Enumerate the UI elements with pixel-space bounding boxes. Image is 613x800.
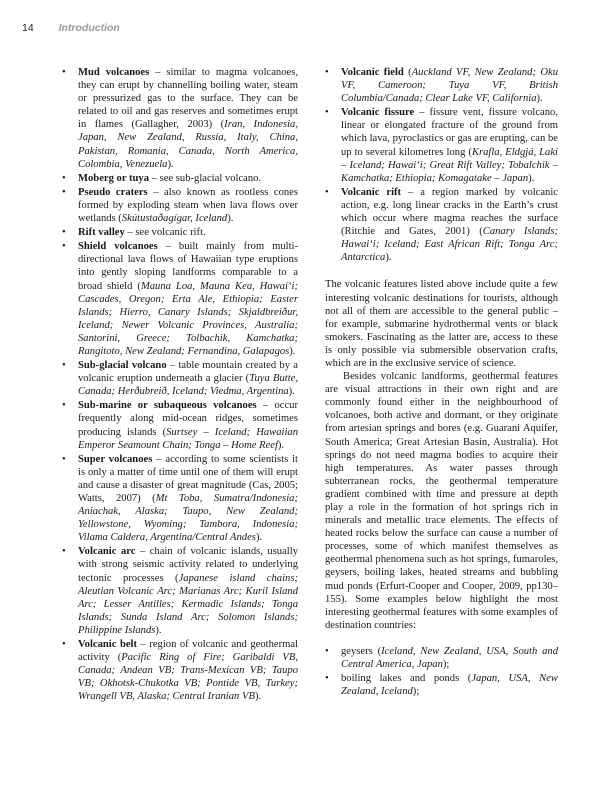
term: Volcanic fissure <box>341 107 415 119</box>
list-item: • Rift valley – see volcanic rift. <box>62 227 206 239</box>
list-item: • Shield volcanoes – built mainly from multi-directional lava flows of Hawaiian type eruptions into gently sloping landforms comparable to a broad shield (Mauna Loa, Mauna Kea, Hawai‘i; Cascades, Oregon; Erta Ale, Ethiopia; Easter Islands; Hierro, Canary Islands; Skjaldbreiður, Iceland; Newer Volcanic Provinces, Australia; Santorini, Greece; Tolbachik, Kamchatka; Rangitoto, New Zealand; Fernandina, Galapagos). <box>62 241 299 357</box>
volcano-type-list-continued <box>325 66 558 264</box>
bullet-icon: • <box>62 400 66 412</box>
term: Shield volcanoes <box>78 241 158 253</box>
term: boiling lakes and ponds <box>341 673 460 685</box>
spacer <box>325 632 558 645</box>
term: Volcanic rift <box>341 186 402 198</box>
examples: Japanese island chains; Aleutian Volcanic Arc; Marianas Arc; Kuril Island Arc; Lesser Antilles; Kermadic Islands; Tonga Islands; Sunda Island Arc; Solomon Islands; Philippine Islands <box>78 572 298 636</box>
examples: Pacific Ring of Fire; Garibaldi VB, Canada; Andean VB; Trans-Mexican VB; Taupo VB; Okhotsk-Chukotka VB; Pontide VB, Turkey; Wrangell VB, Alaska; Central Iranian VB <box>78 652 298 703</box>
examples: Mauna Loa, Mauna Kea, Hawai‘i; Cascades, Oregon; Erta Ale, Ethiopia; Easter Islands; Hierro, Canary Islands; Skjaldbreiður, Iceland; Newer Volcanic Provinces, Australia; Santorini, Greece; Tolbachik, Kamchatka; Rangitoto, New Zealand; Fernandina, Galapagos <box>78 280 298 357</box>
examples: Skútustaðagígar, Iceland <box>121 213 228 225</box>
list-item: • geysers (Iceland, New Zealand, USA, South and Central America, Japan); <box>325 645 558 671</box>
term: Pseudo craters <box>78 186 148 198</box>
list-item: • Volcanic fissure – fissure vent, fissure volcano, linear or elongated fracture of the ground from which lava, pyroclastics or gas are erupting, can be up to several kilometres long (Krafla, Eldgjá, Laki – Iceland; Hawai‘i; Great Rift Valley; Tobalchik – Kamchatka; Ethiopia; Komagatake – Japan). <box>325 107 558 184</box>
examples: Japan, USA, New Zealand, Iceland <box>341 673 558 698</box>
paragraph: The volcanic features listed above include quite a few interesting volcanic destinations for tourists, although not all of them are accessible to the general public – for example, submarine hydrothermal vents or black smokers. Fascinating as the latter are, access to these is only possible via submersible observation crafts, which are in the exclusive service of science. <box>325 279 558 369</box>
term: Mud volcanoes <box>78 67 150 78</box>
volcano-type-list <box>62 66 298 704</box>
examples: Surtsey – Iceland; Hawaiian Emperor Seamount Chain; Tonga – Home Reef <box>78 426 298 451</box>
examples: Mt Toba, Sumatra/Indonesia; Aniachak, Alaska; Taupo, New Zealand; Yellowstone, Wyoming; Tambora, Indonesia; Vilama Caldera, Argentina/Central Andes <box>78 493 298 544</box>
list-item: • Sub-glacial volcano – table mountain created by a volcanic eruption underneath a glacier (Tuya Butte, Canada; Herðubreið, Iceland; Viedma, Argentina). <box>62 360 298 398</box>
bullet-icon: • <box>325 107 329 119</box>
paragraph: Besides volcanic landforms, geothermal features are visual attractions in their own right and are commonly found either in the neighbourhood of volcanoes, both active and dormant, or they originate from artesian springs and bores (e.g. Guarani Aquifer, South America; Great Artesian Basin, Australia). Hot springs do not need magma bodies to acquire their high temperatures. As water passes through subterranean rocks, the geothermal temperature gradient combined with time and pressure at depth play a role in the formation of hot springs rich in minerals and metallic trace elements. The effects of heated rocks below the surface can cause a number of processes, some of which manifest themselves as geothermal phenomena such as hot springs, fumaroles, geysers, boiling lakes, heated streams and bubbling mud ponds (Erfurt-Cooper and Cooper, 2009, pp130–155). Some examples below highlight the most interesting geothermal features with some examples of destination countries: <box>325 371 558 631</box>
term: Sub-marine or subaqueous volcanoes <box>78 400 257 412</box>
list-item: • Moberg or tuya – see sub-glacial volcano. <box>62 172 262 184</box>
bullet-icon: • <box>62 227 66 239</box>
bullet-icon: • <box>62 172 66 184</box>
bullet-icon: • <box>62 546 66 558</box>
examples: Krafla, Eldgjá, Laki – Iceland; Hawai‘i; Great Rift Valley; Tobalchik – Kamchatka; Ethiopia; Komagatake – Japan <box>341 146 558 184</box>
right-column <box>325 66 558 699</box>
examples: Canary Islands; Hawai‘i; Iceland; East African Rift; Tonga Arc; Antarctica <box>341 226 558 264</box>
list-item: • Super volcanoes – according to some scientists it is only a matter of time until one of them will erupt and cause a disaster of great magnitude (Cas, 2005; Watts, 2007) (Mt Toba, Sumatra/Indonesia; Aniachak, Alaska; Taupo, New Zealand; Yellowstone, Wyoming; Tambora, Indonesia; Vilama Caldera, Argentina/Central Andes). <box>62 453 298 544</box>
geothermal-feature-list <box>325 645 558 698</box>
list-item: • Sub-marine or subaqueous volcanoes – occur frequently along mid-ocean ridges, sometimes producing islands (Surtsey – Iceland; Hawaiian Emperor Seamount Chain; Tonga – Home Reef). <box>62 400 298 451</box>
term: Super volcanoes <box>78 453 153 465</box>
bullet-icon: • <box>325 186 329 198</box>
term: Volcanic arc <box>78 546 136 558</box>
examples: Iceland, New Zealand, USA, South and Central America, Japan <box>341 645 558 671</box>
bullet-icon: • <box>62 186 66 198</box>
list-item: • Volcanic belt – region of volcanic and geothermal activity (Pacific Ring of Fire; Garibaldi VB, Canada; Andean VB; Trans-Mexican VB; Taupo VB; Okhotsk-Chukotka VB; Pontide VB, Turkey; Wrangell VB, Alaska; Central Iranian VB). <box>62 639 298 703</box>
page-number: 14 <box>22 22 34 34</box>
section-title: Introduction <box>58 22 120 34</box>
left-column <box>62 66 298 705</box>
list-item: • Mud volcanoes – similar to magma volcanoes, they can erupt by channelling boiling water, steam or pressurized gas to the surface. They can be related to oil and gas reserves and sometimes erupt in flames (Gallagher, 2003) (Iran, Indonesia, Japan, New Zealand, Russia, Italy, China, Pakistan, Romania, Canada, North America, Colombia, Venezuela). <box>62 67 298 170</box>
examples: Iran, Indonesia, Japan, New Zealand, Russia, Italy, China, Pakistan, Romania, Canada, North America, Colombia, Venezuela <box>78 119 298 170</box>
term: Rift valley <box>78 227 125 239</box>
bullet-icon: • <box>62 453 66 465</box>
bullet-icon: • <box>325 673 329 685</box>
bullet-icon: • <box>325 645 329 657</box>
bullet-icon: • <box>62 67 66 78</box>
list-item: • Volcanic arc – chain of volcanic islands, usually with strong seismic activity related to underlying tectonic processes (Japanese island chains; Aleutian Volcanic Arc; Marianas Arc; Kuril Island Arc; Lesser Antilles; Kermadic Islands; Tonga Islands; Sunda Island Arc; Solomon Islands; Philippine Islands). <box>62 546 298 636</box>
term: geysers <box>341 645 373 657</box>
examples: Tuya Butte, Canada; Herðubreið, Iceland; Viedma, Argentina <box>78 373 298 398</box>
list-item: • Volcanic field (Auckland VF, New Zealand; Oku VF, Cameroon; Tuya VF, British Columbia/Canada; Clear Lake VF, California). <box>325 67 558 105</box>
term: Moberg or tuya <box>78 172 150 184</box>
list-item: • Volcanic rift – a region marked by volcanic action, e.g. long linear cracks in the Earth’s crust which occur where magma reaches the surface (Ritchie and Gates, 2001) (Canary Islands; Hawai‘i; Iceland; East African Rift; Tonga Arc; Antarctica). <box>325 186 558 264</box>
spacer <box>325 265 558 278</box>
bullet-icon: • <box>62 241 66 253</box>
list-item: • Pseudo craters – also known as rootless cones formed by exploding steam when lava flows over wetlands (Skútustaðagígar, Iceland). <box>62 186 298 225</box>
bullet-icon: • <box>62 360 66 372</box>
list-item: • boiling lakes and ponds (Japan, USA, New Zealand, Iceland); <box>325 673 558 698</box>
running-header <box>22 20 120 36</box>
term: Sub-glacial volcano <box>78 360 167 372</box>
term: Volcanic field <box>341 67 404 78</box>
bullet-icon: • <box>325 67 329 78</box>
term: Volcanic belt <box>78 639 138 651</box>
examples: Auckland VF, New Zealand; Oku VF, Cameroon; Tuya VF, British Columbia/Canada; Clear Lake VF, California <box>341 67 558 105</box>
bullet-icon: • <box>62 639 66 651</box>
